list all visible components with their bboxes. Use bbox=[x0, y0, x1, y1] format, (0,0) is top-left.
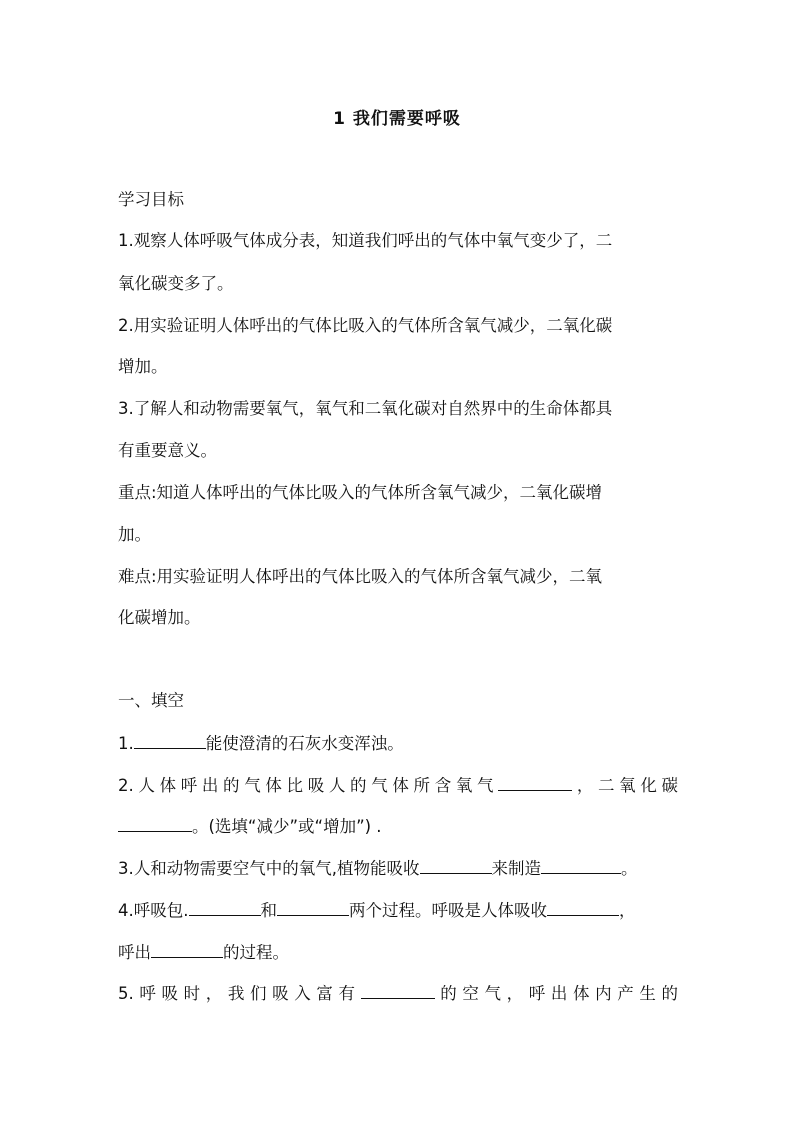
objective-2-line-1: 2.用实验证明人体呼出的气体比吸入的气体所含氧气减少，二氧化碳 bbox=[118, 316, 613, 335]
question-2-text-c: 。(选填“减少”或“增加”) . bbox=[192, 817, 382, 836]
question-4-line-1 bbox=[118, 898, 678, 923]
answer-blank[interactable] bbox=[189, 898, 261, 916]
answer-blank[interactable] bbox=[118, 814, 192, 832]
objective-1-line-1: 1.观察人体呼吸气体成分表，知道我们呼出的气体中氧气变少了，二 bbox=[118, 231, 613, 250]
question-3-text-c: 。 bbox=[621, 859, 638, 878]
answer-blank[interactable] bbox=[361, 981, 435, 999]
answer-blank[interactable] bbox=[134, 731, 206, 749]
fill-section-heading: 一、填空 bbox=[118, 691, 184, 710]
objective-3-line-1: 3.了解人和动物需要氧气，氧气和二氧化碳对自然界中的生命体都具 bbox=[118, 399, 613, 418]
question-5-text-b: 的空气，呼出体内产生的 bbox=[434, 984, 678, 1003]
objective-1-line-2: 氧化碳变多了。 bbox=[118, 274, 234, 293]
objective-3-line-2: 有重要意义。 bbox=[118, 441, 217, 460]
question-5-text-a: 5.呼吸时，我们吸入富有 bbox=[118, 984, 361, 1003]
key-point-line-1: 重点:知道人体呼出的气体比吸入的气体所含氧气减少，二氧化碳增 bbox=[118, 483, 603, 502]
answer-blank[interactable] bbox=[541, 856, 621, 874]
difficulty-line-1: 难点:用实验证明人体呼出的气体比吸入的气体所含氧气减少，二氧 bbox=[118, 567, 603, 586]
difficulty-line-2: 化碳增加。 bbox=[118, 608, 201, 627]
question-4-text-c: 两个过程。呼吸是人体吸收 bbox=[349, 901, 547, 920]
question-4-text-b: 和 bbox=[260, 901, 277, 920]
question-3-text-a: 3.人和动物需要空气中的氧气,植物能吸收 bbox=[118, 859, 420, 878]
question-4-text-d: ， bbox=[619, 901, 636, 920]
question-2-text-a: 2.人体呼出的气体比吸人的气体所含氧气 bbox=[118, 776, 499, 795]
question-4-text-f: 的过程。 bbox=[223, 943, 289, 962]
objective-2-line-2: 增加。 bbox=[118, 357, 168, 376]
answer-blank[interactable] bbox=[498, 773, 572, 791]
question-3-text-b: 来制造 bbox=[491, 859, 541, 878]
answer-blank[interactable] bbox=[420, 856, 492, 874]
objectives-heading: 学习目标 bbox=[118, 190, 184, 209]
question-4-text-e: 呼出 bbox=[118, 943, 151, 962]
question-2-text-b: ，二氧化碳 bbox=[572, 776, 679, 795]
question-1 bbox=[118, 731, 678, 756]
answer-blank[interactable] bbox=[151, 940, 223, 958]
answer-blank[interactable] bbox=[277, 898, 349, 916]
page-title: 1 我们需要呼吸 bbox=[333, 109, 461, 129]
question-4-line-2 bbox=[118, 940, 678, 965]
question-4-text-a: 4.呼吸包. bbox=[118, 901, 189, 920]
question-1-text: 能使澄清的石灰水变浑浊。 bbox=[205, 734, 404, 753]
question-2-line-2 bbox=[118, 814, 678, 839]
question-5-line-1 bbox=[118, 981, 678, 1006]
answer-blank[interactable] bbox=[547, 898, 619, 916]
question-3 bbox=[118, 856, 678, 881]
question-2-line-1 bbox=[118, 773, 678, 798]
question-1-number: 1. bbox=[118, 734, 134, 753]
key-point-line-2: 加。 bbox=[118, 525, 151, 544]
